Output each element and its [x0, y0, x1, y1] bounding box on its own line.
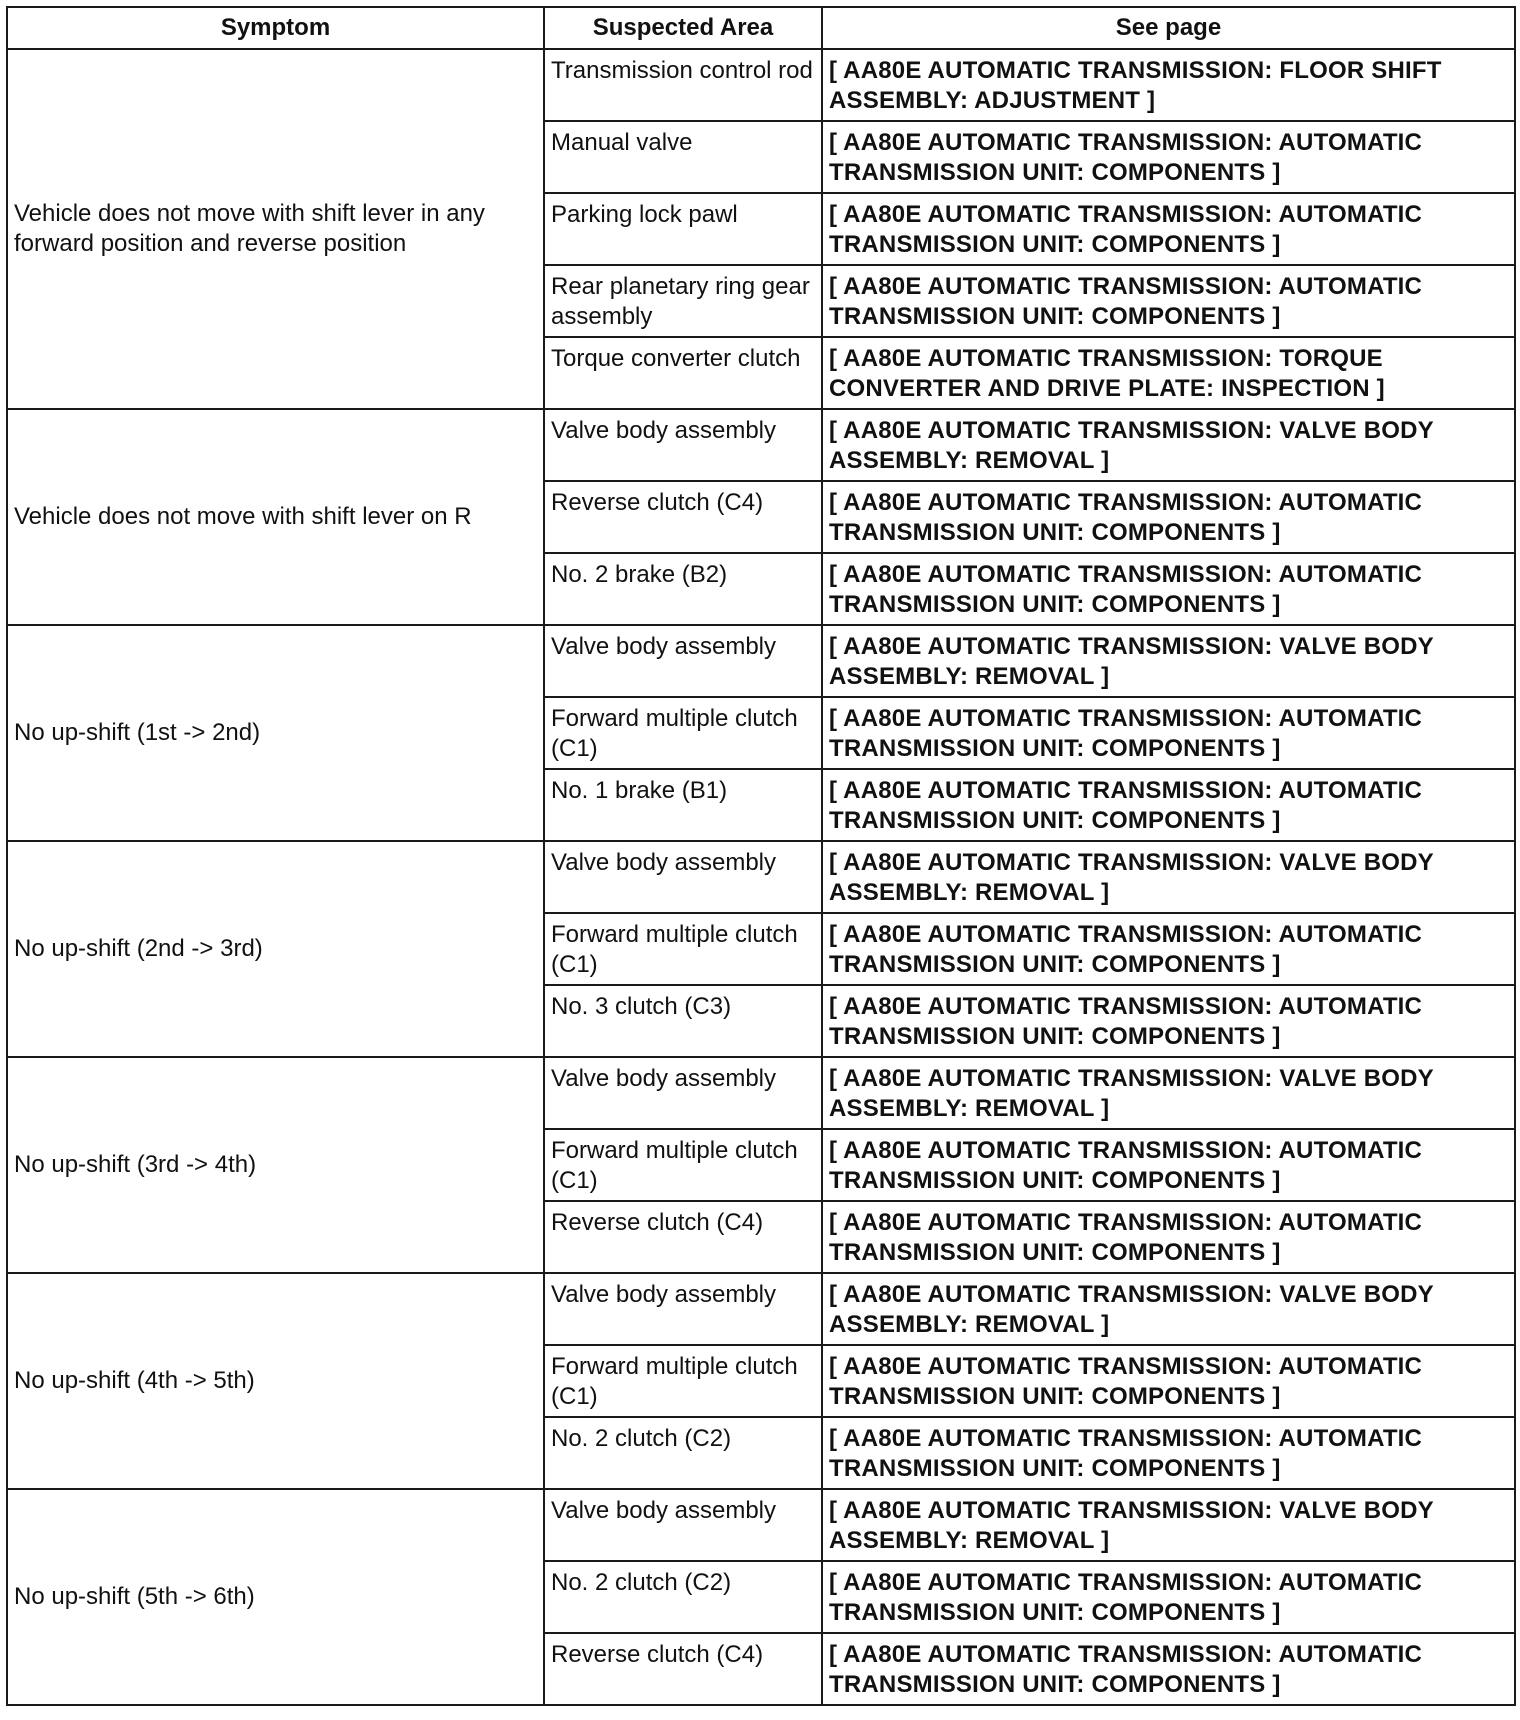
- suspected-area-cell: Rear planetary ring gear assembly: [544, 265, 822, 337]
- suspected-area-cell: Valve body assembly: [544, 409, 822, 481]
- see-page-link[interactable]: [ AA80E AUTOMATIC TRANSMISSION: AUTOMATIC TRANSMISSION UNIT: COMPONENTS ]: [822, 1417, 1515, 1489]
- see-page-link[interactable]: [ AA80E AUTOMATIC TRANSMISSION: AUTOMATIC TRANSMISSION UNIT: COMPONENTS ]: [822, 913, 1515, 985]
- see-page-link[interactable]: [ AA80E AUTOMATIC TRANSMISSION: VALVE BODY ASSEMBLY: REMOVAL ]: [822, 1273, 1515, 1345]
- header-symptom: Symptom: [7, 7, 544, 49]
- suspected-area-cell: Reverse clutch (C4): [544, 1633, 822, 1705]
- suspected-area-cell: Forward multiple clutch (C1): [544, 1129, 822, 1201]
- suspected-area-cell: No. 2 clutch (C2): [544, 1417, 822, 1489]
- see-page-link[interactable]: [ AA80E AUTOMATIC TRANSMISSION: VALVE BODY ASSEMBLY: REMOVAL ]: [822, 1057, 1515, 1129]
- see-page-link[interactable]: [ AA80E AUTOMATIC TRANSMISSION: AUTOMATIC TRANSMISSION UNIT: COMPONENTS ]: [822, 481, 1515, 553]
- see-page-link[interactable]: [ AA80E AUTOMATIC TRANSMISSION: VALVE BODY ASSEMBLY: REMOVAL ]: [822, 625, 1515, 697]
- table-row: [7, 49, 1515, 121]
- suspected-area-cell: Valve body assembly: [544, 625, 822, 697]
- table-row: [7, 1489, 1515, 1561]
- table-row: [7, 841, 1515, 913]
- table-row: [7, 1057, 1515, 1129]
- see-page-link[interactable]: [ AA80E AUTOMATIC TRANSMISSION: AUTOMATIC TRANSMISSION UNIT: COMPONENTS ]: [822, 121, 1515, 193]
- suspected-area-cell: Valve body assembly: [544, 1057, 822, 1129]
- header-row: [7, 7, 1515, 49]
- see-page-link[interactable]: [ AA80E AUTOMATIC TRANSMISSION: VALVE BODY ASSEMBLY: REMOVAL ]: [822, 1489, 1515, 1561]
- suspected-area-cell: Valve body assembly: [544, 1489, 822, 1561]
- suspected-area-cell: Transmission control rod: [544, 49, 822, 121]
- see-page-link[interactable]: [ AA80E AUTOMATIC TRANSMISSION: AUTOMATIC TRANSMISSION UNIT: COMPONENTS ]: [822, 1345, 1515, 1417]
- see-page-link[interactable]: [ AA80E AUTOMATIC TRANSMISSION: TORQUE CONVERTER AND DRIVE PLATE: INSPECTION ]: [822, 337, 1515, 409]
- table-header: [7, 7, 1515, 49]
- symptom-cell: No up-shift (2nd -> 3rd): [7, 841, 544, 1057]
- troubleshooting-table: [6, 6, 1516, 1706]
- header-see-page: See page: [822, 7, 1515, 49]
- suspected-area-cell: No. 2 brake (B2): [544, 553, 822, 625]
- see-page-link[interactable]: [ AA80E AUTOMATIC TRANSMISSION: VALVE BODY ASSEMBLY: REMOVAL ]: [822, 841, 1515, 913]
- see-page-link[interactable]: [ AA80E AUTOMATIC TRANSMISSION: AUTOMATIC TRANSMISSION UNIT: COMPONENTS ]: [822, 985, 1515, 1057]
- suspected-area-cell: Forward multiple clutch (C1): [544, 913, 822, 985]
- see-page-link[interactable]: [ AA80E AUTOMATIC TRANSMISSION: AUTOMATIC TRANSMISSION UNIT: COMPONENTS ]: [822, 553, 1515, 625]
- see-page-link[interactable]: [ AA80E AUTOMATIC TRANSMISSION: VALVE BODY ASSEMBLY: REMOVAL ]: [822, 409, 1515, 481]
- table-row: [7, 625, 1515, 697]
- see-page-link[interactable]: [ AA80E AUTOMATIC TRANSMISSION: AUTOMATIC TRANSMISSION UNIT: COMPONENTS ]: [822, 1561, 1515, 1633]
- symptom-cell: Vehicle does not move with shift lever in any forward position and reverse position: [7, 49, 544, 409]
- see-page-link[interactable]: [ AA80E AUTOMATIC TRANSMISSION: AUTOMATIC TRANSMISSION UNIT: COMPONENTS ]: [822, 697, 1515, 769]
- symptom-cell: Vehicle does not move with shift lever on R: [7, 409, 544, 625]
- header-suspected-area: Suspected Area: [544, 7, 822, 49]
- suspected-area-cell: Torque converter clutch: [544, 337, 822, 409]
- table-body: [7, 49, 1515, 1705]
- symptom-cell: No up-shift (1st -> 2nd): [7, 625, 544, 841]
- suspected-area-cell: Forward multiple clutch (C1): [544, 1345, 822, 1417]
- table-row: [7, 409, 1515, 481]
- troubleshooting-table-container: [6, 6, 1516, 1706]
- see-page-link[interactable]: [ AA80E AUTOMATIC TRANSMISSION: AUTOMATIC TRANSMISSION UNIT: COMPONENTS ]: [822, 1201, 1515, 1273]
- see-page-link[interactable]: [ AA80E AUTOMATIC TRANSMISSION: FLOOR SHIFT ASSEMBLY: ADJUSTMENT ]: [822, 49, 1515, 121]
- table-row: [7, 1273, 1515, 1345]
- symptom-cell: No up-shift (5th -> 6th): [7, 1489, 544, 1705]
- see-page-link[interactable]: [ AA80E AUTOMATIC TRANSMISSION: AUTOMATIC TRANSMISSION UNIT: COMPONENTS ]: [822, 769, 1515, 841]
- see-page-link[interactable]: [ AA80E AUTOMATIC TRANSMISSION: AUTOMATIC TRANSMISSION UNIT: COMPONENTS ]: [822, 193, 1515, 265]
- suspected-area-cell: Parking lock pawl: [544, 193, 822, 265]
- suspected-area-cell: No. 3 clutch (C3): [544, 985, 822, 1057]
- suspected-area-cell: Manual valve: [544, 121, 822, 193]
- suspected-area-cell: No. 2 clutch (C2): [544, 1561, 822, 1633]
- suspected-area-cell: Valve body assembly: [544, 841, 822, 913]
- suspected-area-cell: Forward multiple clutch (C1): [544, 697, 822, 769]
- symptom-cell: No up-shift (3rd -> 4th): [7, 1057, 544, 1273]
- suspected-area-cell: Valve body assembly: [544, 1273, 822, 1345]
- suspected-area-cell: Reverse clutch (C4): [544, 481, 822, 553]
- see-page-link[interactable]: [ AA80E AUTOMATIC TRANSMISSION: AUTOMATIC TRANSMISSION UNIT: COMPONENTS ]: [822, 1129, 1515, 1201]
- see-page-link[interactable]: [ AA80E AUTOMATIC TRANSMISSION: AUTOMATIC TRANSMISSION UNIT: COMPONENTS ]: [822, 1633, 1515, 1705]
- suspected-area-cell: No. 1 brake (B1): [544, 769, 822, 841]
- see-page-link[interactable]: [ AA80E AUTOMATIC TRANSMISSION: AUTOMATIC TRANSMISSION UNIT: COMPONENTS ]: [822, 265, 1515, 337]
- symptom-cell: No up-shift (4th -> 5th): [7, 1273, 544, 1489]
- suspected-area-cell: Reverse clutch (C4): [544, 1201, 822, 1273]
